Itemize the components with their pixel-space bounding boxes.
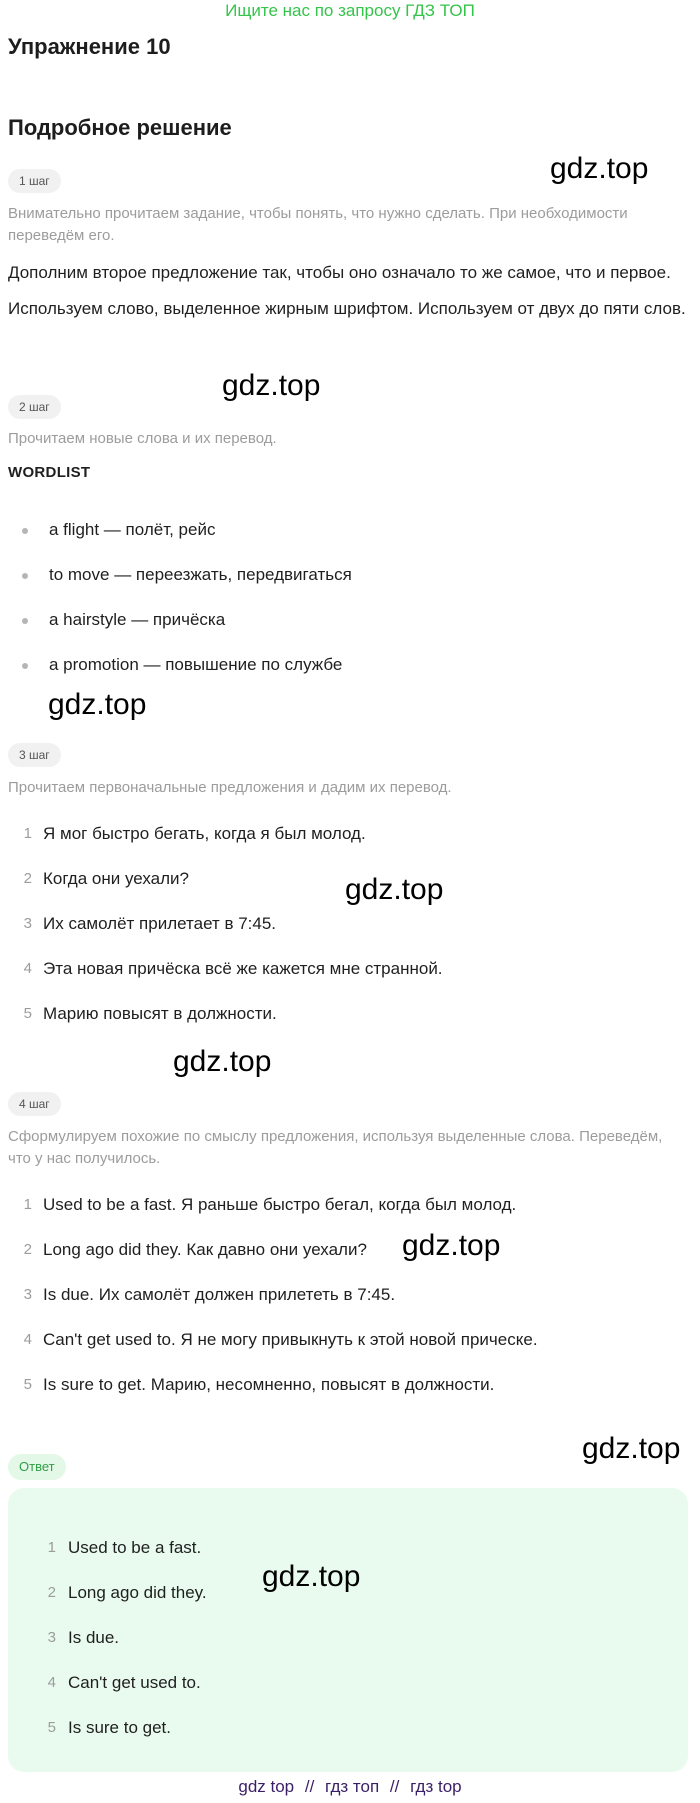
watermark: gdz.top xyxy=(48,688,147,721)
list-item: Когда они уехали? xyxy=(43,869,189,888)
footer-link[interactable]: гдз top xyxy=(410,1777,462,1796)
footer-separator: // xyxy=(304,1777,315,1796)
list-number: 1 xyxy=(23,1196,32,1213)
wordlist-item: a promotion — повышение по службе xyxy=(49,655,343,674)
step-badge-3: 3 шаг xyxy=(8,743,61,767)
footer-links xyxy=(0,1776,700,1798)
list-item: Is due. Их самолёт должен прилететь в 7:45. xyxy=(43,1285,396,1304)
list-item: Used to be a fast. Я раньше быстро бегал, когда был молод. xyxy=(43,1195,517,1214)
list-item: Can't get used to. Я не могу привыкнуть к этой новой прическе. xyxy=(43,1330,538,1349)
list-item: Я мог быстро бегать, когда я был молод. xyxy=(43,824,366,843)
list-number: 3 xyxy=(23,915,32,932)
wordlist-heading: WORDLIST xyxy=(8,464,91,481)
answer-item: Can't get used to. xyxy=(68,1673,201,1692)
bullet-icon xyxy=(22,663,28,669)
step-badge-1: 1 шаг xyxy=(8,169,61,193)
answer-item: Is sure to get. xyxy=(68,1718,171,1737)
step-3-hint: Прочитаем первоначальные предложения и дадим их перевод. xyxy=(8,779,452,796)
list-number: 4 xyxy=(23,1331,32,1348)
wordlist-item: a hairstyle — причёска xyxy=(49,610,226,629)
list-number: 4 xyxy=(23,960,32,977)
footer-separator: // xyxy=(389,1777,400,1796)
list-item: Is sure to get. Марию, несомненно, повысят в должности. xyxy=(43,1375,495,1394)
list-item: Эта новая причёска всё же кажется мне странной. xyxy=(43,959,443,978)
section-title: Подробное решение xyxy=(8,115,232,140)
answer-item: Used to be a fast. xyxy=(68,1538,202,1557)
bullet-icon xyxy=(22,528,28,534)
watermark: gdz.top xyxy=(345,873,444,906)
step-1-text: Дополним второе предложение так, чтобы оно означало то же самое, что и первое. Используем слово, выделенное жирным шрифтом. Используем от двух до пяти слов. xyxy=(8,263,686,318)
list-number: 5 xyxy=(23,1376,32,1393)
answer-number: 3 xyxy=(47,1629,56,1646)
list-number: 1 xyxy=(23,825,32,842)
step-2-hint: Прочитаем новые слова и их перевод. xyxy=(8,430,277,447)
page-title: Упражнение 10 xyxy=(8,34,171,59)
answer-number: 4 xyxy=(47,1674,56,1691)
list-number: 3 xyxy=(23,1286,32,1303)
wordlist-item: a flight — полёт, рейс xyxy=(49,520,216,539)
footer-link[interactable]: gdz top xyxy=(238,1777,295,1796)
watermark: gdz.top xyxy=(550,152,649,185)
list-number: 5 xyxy=(23,1005,32,1022)
bullet-icon xyxy=(22,573,28,579)
watermark: gdz.top xyxy=(222,369,321,402)
bullet-icon xyxy=(22,618,28,624)
answer-number: 5 xyxy=(47,1719,56,1736)
watermark: gdz.top xyxy=(582,1432,681,1465)
step-badge-4: 4 шаг xyxy=(8,1092,61,1116)
watermark: gdz.top xyxy=(402,1229,501,1262)
watermark: gdz.top xyxy=(262,1560,361,1593)
watermark: gdz.top xyxy=(173,1045,272,1078)
footer-link[interactable]: гдз топ xyxy=(325,1777,380,1796)
answer-item: Long ago did they. xyxy=(68,1583,207,1602)
list-number: 2 xyxy=(23,1241,32,1258)
wordlist-item: to move — переезжать, передвигаться xyxy=(49,565,352,584)
answer-badge: Ответ xyxy=(8,1454,66,1480)
step-4-hint: Сформулируем похожие по смыслу предложения, используя выделенные слова. Переведём, что у нас получилось. xyxy=(8,1128,663,1167)
list-item: Их самолёт прилетает в 7:45. xyxy=(43,914,277,933)
list-item: Марию повысят в должности. xyxy=(43,1004,277,1023)
answer-number: 2 xyxy=(47,1584,56,1601)
list-number: 2 xyxy=(23,870,32,887)
search-banner: Ищите нас по запросу ГДЗ ТОП xyxy=(225,1,475,20)
list-item: Long ago did they. Как давно они уехали? xyxy=(43,1240,367,1259)
answer-item: Is due. xyxy=(68,1628,120,1647)
step-1-hint: Внимательно прочитаем задание, чтобы понять, что нужно сделать. При необходимости переведём его. xyxy=(8,205,628,244)
answer-number: 1 xyxy=(47,1539,56,1556)
step-badge-2: 2 шаг xyxy=(8,395,61,419)
